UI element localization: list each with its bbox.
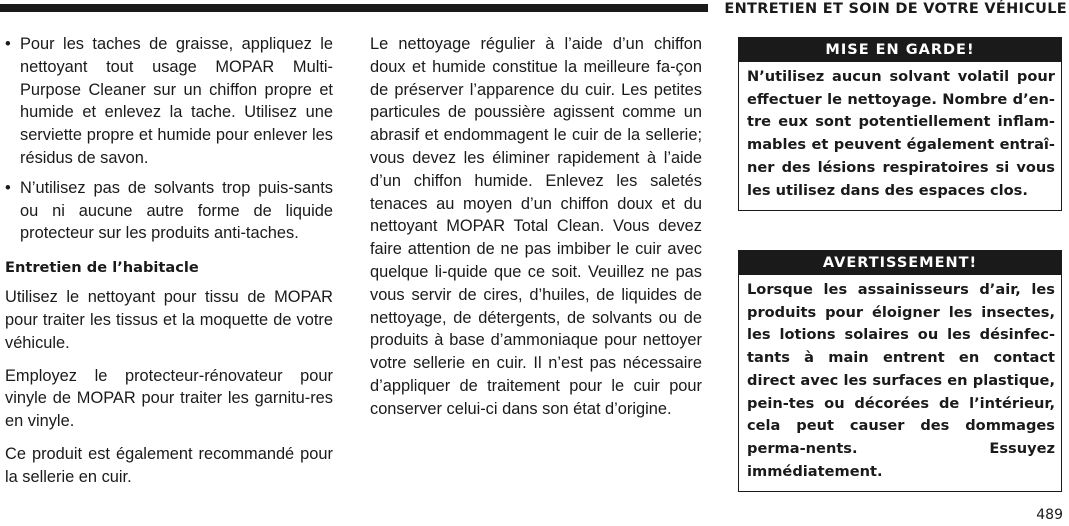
list-item <box>5 177 333 245</box>
paragraph: Utilisez le nettoyant pour tissu de MOPAR pour traiter les tissus et la moquette de votre véhicule. <box>5 288 333 352</box>
paragraph: Ce produit est également recommandé pour la sellerie en cuir. <box>5 444 333 486</box>
bullet-text: N’utilisez pas de solvants trop puis-sants ou ni aucune autre forme de liquide protecteur sur les produits anti-taches. <box>20 178 333 243</box>
page-number: 489 <box>1036 507 1063 523</box>
header-rule <box>0 4 708 12</box>
list-item <box>5 33 333 170</box>
warning-text: N’utilisez aucun solvant volatil pour effectuer le nettoyage. Nombre d’en-tre eux sont potentiellement inflam-mables et peuvent également entraî-ner des lésions respiratoires si vous les utilisez dans des espaces clos. <box>747 68 1055 199</box>
left-column <box>5 33 333 499</box>
paragraph: Employez le protecteur-rénovateur pour vinyle de MOPAR pour traiter les garnitu-res en vinyle. <box>5 366 333 431</box>
caution-text: Lorsque les assainisseurs d’air, les produits pour éloigner les insectes, les lotions solaires ou les désinfec-tants à main entrent en contact direct avec les surfaces en plastique, pein-tes ou décorées de l’intérieur, cela peut causer des dommages perma-nents. Essuyez immédiatement. <box>747 281 1055 480</box>
paragraph: Le nettoyage régulier à l’aide d’un chiffon doux et humide constitue la meilleure fa-çon de préserver l’apparence du cuir. Les petites particules de poussière agissent comme un abrasif et endommagent le cuir de la sellerie; vous devez les éliminer rapidement à l’aide d’un chiffon humide. Enlevez les saletés tenaces au moyen d’un chiffon doux et du nettoyant MOPAR Total Clean. Vous devez faire attention de ne pas imbiber le cuir avec quelque li-quide que ce soit. Veuillez ne pas vous servir de cires, d’huiles, de liquides de nettoyage, de détergents, de solvants ou de produits à base d’ammoniaque pour nettoyer votre sellerie en cuir. Il n’est pas nécessaire d’appliquer de traitement pour le cuir pour conserver celui-ci dans son état d’origine. <box>370 35 702 418</box>
subsection-heading: Entretien de l’habitacle <box>5 259 199 277</box>
middle-column <box>370 33 702 421</box>
caution-title: AVERTISSEMENT! <box>739 251 1061 275</box>
warning-title: MISE EN GARDE! <box>739 38 1061 62</box>
section-title: ENTRETIEN ET SOIN DE VOTRE VÉHICULE <box>724 1 1067 17</box>
warning-box <box>738 37 1062 211</box>
bullet-icon: • <box>5 35 11 53</box>
bullet-icon: • <box>5 178 11 197</box>
caution-box <box>738 250 1062 492</box>
bullet-text: Pour les taches de graisse, appliquez le nettoyant tout usage MOPAR Multi-Purpose Cleaner sur un chiffon propre et humide et enlevez la tache. Utilisez une serviette propre et humide pour enlever les résidus de savon. <box>20 35 333 167</box>
